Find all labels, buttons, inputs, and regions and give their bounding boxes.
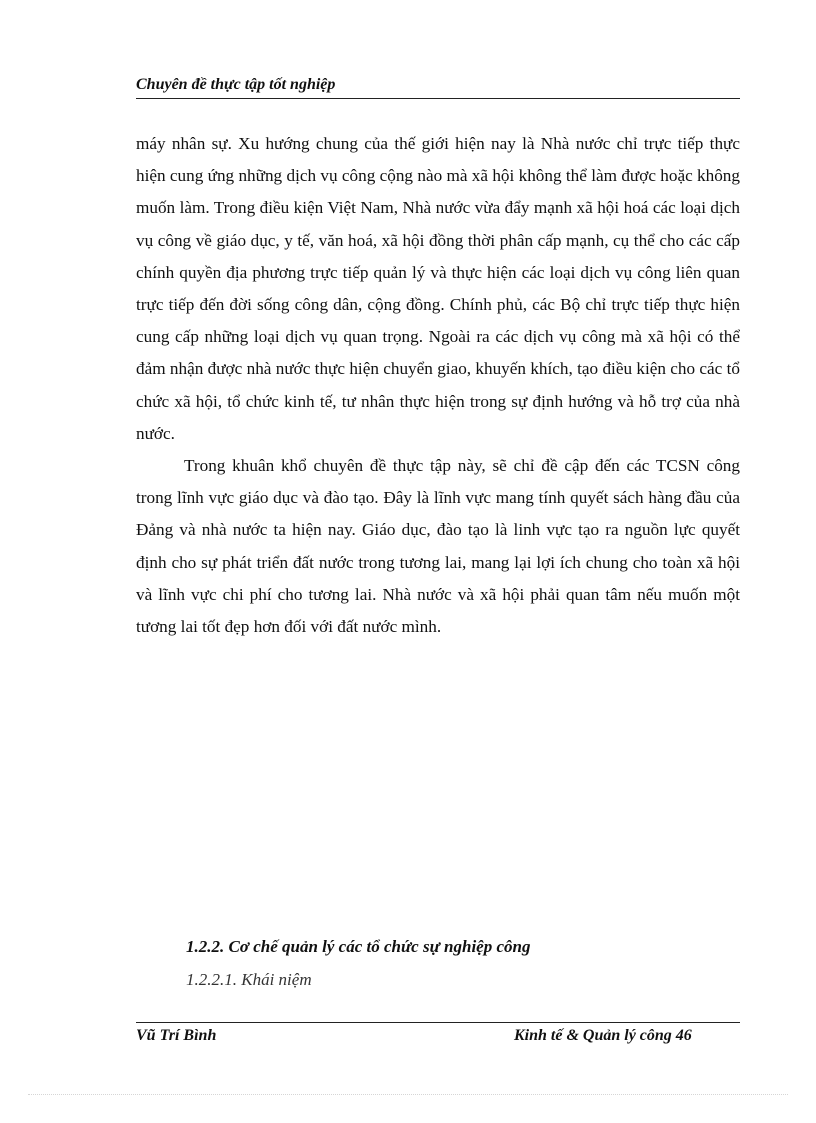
section-heading: 1.2.2. Cơ chế quản lý các tổ chức sự nghiệp công <box>186 937 531 956</box>
footer-class-page: Kinh tế & Quản lý công 46 <box>514 1027 692 1044</box>
running-header: Chuyên đề thực tập tốt nghiệp <box>136 76 336 93</box>
header-divider <box>136 98 740 99</box>
body-text <box>136 128 740 643</box>
footer-divider <box>136 1022 740 1023</box>
page-bottom-edge <box>28 1094 788 1095</box>
footer-author: Vũ Trí Bình <box>136 1027 217 1044</box>
subsection-heading: 1.2.2.1. Khái niệm <box>186 970 312 989</box>
body-paragraph-2: Trong khuân khổ chuyên đề thực tập này, sẽ chỉ đề cập đến các TCSN công trong lĩnh vực giáo dục và đào tạo. Đây là lĩnh vực mang tính quyết sách hàng đầu của Đảng và nhà nước ta hiện nay. Giáo dục, đào tạo là linh vực tạo ra nguồn lực quyết định cho sự phát triển đất nước trong tương lai, mang lại lợi ích chung cho toàn xã hội và lĩnh vực chi phí cho tương lai. Nhà nước và xã hội phải quan tâm nếu muốn một tương lai tốt đẹp hơn đối với đất nước mình. <box>136 456 740 637</box>
body-paragraph-1: máy nhân sự. Xu hướng chung của thế giới hiện nay là Nhà nước chỉ trực tiếp thực hiện cung ứng những dịch vụ công cộng nào mà xã hội không thể làm được hoặc không muốn làm. Trong điều kiện Việt Nam, Nhà nước vừa đẩy mạnh xã hội hoá các loại dịch vụ công về giáo dục, y tế, văn hoá, xã hội đồng thời phân cấp mạnh, cụ thể cho các cấp chính quyền địa phương trực tiếp quản lý và thực hiện các loại dịch vụ công liên quan trực tiếp đến đời sống công dân, cộng đồng. Chính phủ, các Bộ chỉ trực tiếp thực hiện cung cấp những loại dịch vụ quan trọng. Ngoài ra các dịch vụ công mà xã hội có thể đảm nhận được nhà nước thực hiện chuyển giao, khuyến khích, tạo điều kiện cho các tổ chức xã hội, tổ chức kinh tế, tư nhân thực hiện trong sự định hướng và hỗ trợ của nhà nước. <box>136 134 740 443</box>
